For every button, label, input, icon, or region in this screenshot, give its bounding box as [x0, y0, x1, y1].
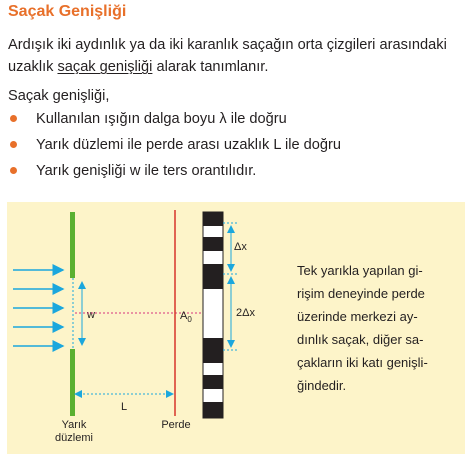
slit-plane-label-line2: düzlemi: [55, 432, 93, 444]
definition-line-1: Ardışık iki aydınlık ya da iki karanlık saçağın orta çizgileri arasındaki: [8, 37, 447, 53]
list-intro: Saçak genişliği,: [8, 88, 110, 104]
caption-line: dınlık saçak, diğer sa-: [297, 332, 424, 347]
slit-plane-label-line1: Yarık: [61, 419, 87, 431]
bullet-icon: [10, 115, 17, 122]
definition-text-end: alarak tanımlanır.: [152, 59, 269, 75]
list-item: [8, 162, 341, 188]
incident-light-arrows: [13, 270, 63, 346]
caption-line: çakların iki katı genişli-: [297, 355, 428, 370]
slit-width-label: w: [87, 309, 95, 321]
caption-line: rişim deneyinde perde: [297, 286, 425, 301]
figure-panel: [7, 202, 465, 454]
fringe-pattern: [203, 212, 223, 418]
fringe-width-label: Δx: [234, 241, 247, 253]
list-item: [8, 110, 341, 136]
screen-label: Perde: [161, 419, 191, 431]
list-item-text: Yarık düzlemi ile perde arası uzaklık L ile doğru: [36, 137, 341, 153]
figure-caption: [297, 259, 457, 397]
bullet-icon: [10, 167, 17, 174]
slit-plane-lower: [70, 349, 75, 416]
definition-line-2: [8, 56, 468, 78]
definition-paragraph: [8, 34, 468, 78]
caption-line: üzerinde merkezi ay-: [297, 309, 418, 324]
bullet-icon: [10, 141, 17, 148]
definition-text: uzaklık: [8, 59, 58, 75]
property-list: [8, 110, 341, 188]
underlined-term: saçak genişliği: [57, 59, 153, 75]
slit-plane-upper: [70, 212, 75, 278]
section-title: Saçak Genişliği: [8, 3, 127, 20]
caption-line: ğindedir.: [297, 378, 347, 393]
caption-line: Tek yarıkla yapılan gi-: [297, 263, 423, 278]
list-item-text: Kullanılan ışığın dalga boyu λ ile doğru: [36, 111, 287, 127]
list-item-text: Yarık genişliği w ile ters orantılıdır.: [36, 163, 257, 179]
central-point-label: $A_0$: [180, 310, 192, 324]
list-item: [8, 136, 341, 162]
central-fringe-label: 2Δx: [236, 307, 255, 319]
distance-label: L: [121, 401, 128, 413]
